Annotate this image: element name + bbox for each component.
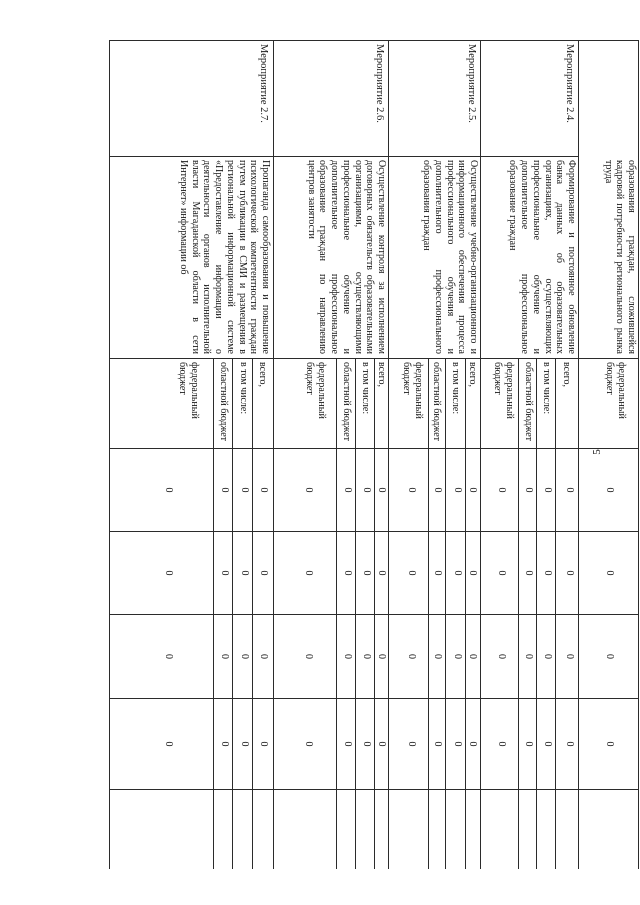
value-cell: 0: [163, 487, 174, 493]
funding-label: в том числе:: [238, 362, 249, 415]
value-cell: 0: [163, 741, 174, 747]
value-cell: 0: [342, 654, 353, 659]
value-cell: 0: [239, 570, 250, 576]
row-description: Формирование и постоянное обновление банка данных об образовательных организациях, осуществляющих профессиональное обучение и дополнительное профессиональное образование граждан: [507, 160, 577, 354]
funding-source: [391, 360, 479, 448]
funding-label: областной бюджет: [431, 362, 442, 442]
value-cell: 0: [467, 741, 478, 747]
value-cell: 0: [361, 741, 372, 747]
value-cell: 0: [496, 741, 507, 747]
value-cell: 0: [376, 654, 387, 659]
value-cell: 0: [303, 741, 314, 747]
funding-label: всего,: [376, 362, 387, 388]
value-cell: 0: [406, 741, 417, 747]
value-cell: 0: [432, 654, 443, 659]
funding-source: [587, 360, 627, 448]
funding-table: [109, 40, 639, 869]
value-cell: 0: [542, 654, 553, 659]
value-cell: 0: [542, 570, 553, 576]
funding-label: федеральный: [616, 362, 627, 419]
funding-label: федеральный бюджет: [177, 362, 200, 419]
value-cell: 0: [258, 741, 269, 747]
value-cell: 0: [163, 570, 174, 576]
funding-label: в том числе:: [450, 362, 461, 415]
funding-label: в том числе:: [541, 362, 552, 415]
value-cell: 0: [467, 487, 478, 493]
row-description: Осуществление контроля за исполнением договорных обязательств образовательными организациями, осуществляющими профессиональное обучение и дополнительное профессиональное образование граждан по направлению центров занятости: [305, 160, 387, 354]
value-cell: 0: [523, 741, 534, 747]
rotated-table-area: [109, 40, 639, 869]
funding-source: [483, 360, 577, 448]
funding-label: федеральный бюджет: [401, 362, 424, 419]
value-cell: 0: [219, 570, 230, 576]
value-cell: 0: [604, 654, 615, 659]
value-cell: 0: [303, 487, 314, 493]
row-description: образования граждан, сложившейся кадровой потребности регионального рынка труда: [602, 160, 637, 354]
funding-label: областной бюджет: [218, 362, 229, 442]
value-cell: 0: [564, 654, 575, 659]
value-cell: 0: [361, 570, 372, 576]
value-cell: 0: [604, 570, 615, 576]
value-cell: 0: [467, 654, 478, 659]
value-cell: 0: [496, 487, 507, 493]
value-cell: 0: [452, 741, 463, 747]
value-cell: 0: [542, 487, 553, 493]
measure-name: Мероприятие 2.6.: [374, 44, 385, 123]
funding-label: областной бюджет: [523, 362, 534, 442]
value-cell: 0: [406, 487, 417, 493]
value-cell: 0: [432, 741, 443, 747]
value-cell: 0: [376, 487, 387, 493]
value-cell: 0: [496, 570, 507, 576]
value-cell: 0: [342, 741, 353, 747]
funding-label: бюджет: [604, 362, 616, 395]
value-cell: 0: [496, 654, 507, 659]
value-cell: 0: [303, 570, 314, 576]
value-cell: 0: [564, 741, 575, 747]
row-description: Осуществление учебно-организационного и информационного обеспечения процесса профессионального обучения и дополнительного профессионального образования граждан: [421, 160, 479, 354]
value-cell: 0: [342, 487, 353, 493]
value-cell: 0: [452, 654, 463, 659]
value-cell: 0: [219, 741, 230, 747]
value-cell: 0: [604, 741, 615, 747]
value-cell: 0: [452, 487, 463, 493]
measure-name: Мероприятие 2.4.: [564, 44, 575, 123]
funding-label: федеральный бюджет: [304, 362, 327, 419]
value-cell: 0: [239, 487, 250, 493]
value-cell: 0: [376, 570, 387, 576]
value-cell: 0: [361, 654, 372, 659]
value-cell: 0: [219, 654, 230, 659]
row-description: Пропаганда самообразования и повышение психологической компетентности граждан путем публикации в СМИ и размещения в региональной информационной системе «Предоставление информации о деятельности органов исполнительной власти Магаданской области в сети Интернет» информации об: [178, 160, 271, 354]
value-cell: 0: [452, 570, 463, 576]
value-cell: 0: [604, 487, 615, 493]
funding-label: областной бюджет: [341, 362, 352, 442]
value-cell: 0: [303, 654, 314, 659]
value-cell: 0: [406, 570, 417, 576]
funding-source: [111, 360, 271, 448]
value-cell: 0: [258, 654, 269, 659]
funding-label: всего,: [467, 362, 478, 388]
value-cell: 0: [406, 654, 417, 659]
funding-source: [277, 360, 387, 448]
funding-label: всего,: [561, 362, 572, 388]
funding-label: всего,: [257, 362, 268, 388]
value-cell: 0: [342, 570, 353, 576]
value-cell: 0: [239, 654, 250, 659]
value-cell: 0: [432, 487, 443, 493]
value-cell: 0: [523, 570, 534, 576]
measure-name: Мероприятие 2.5.: [466, 44, 477, 123]
value-cell: 0: [361, 487, 372, 493]
funding-label: в том числе:: [360, 362, 371, 415]
value-cell: 0: [258, 570, 269, 576]
value-cell: 0: [163, 654, 174, 659]
value-cell: 0: [467, 570, 478, 576]
funding-label: федеральный бюджет: [492, 362, 515, 419]
value-cell: 0: [523, 487, 534, 493]
value-cell: 0: [239, 741, 250, 747]
value-cell: 0: [542, 741, 553, 747]
value-cell: 0: [432, 570, 443, 576]
value-cell: 0: [564, 570, 575, 576]
value-cell: 0: [376, 741, 387, 747]
measure-name: Мероприятие 2.7.: [258, 44, 269, 123]
value-cell: 0: [523, 654, 534, 659]
page-number: 5: [591, 449, 603, 455]
value-cell: 0: [219, 487, 230, 493]
value-cell: 0: [258, 487, 269, 493]
value-cell: 0: [564, 487, 575, 493]
